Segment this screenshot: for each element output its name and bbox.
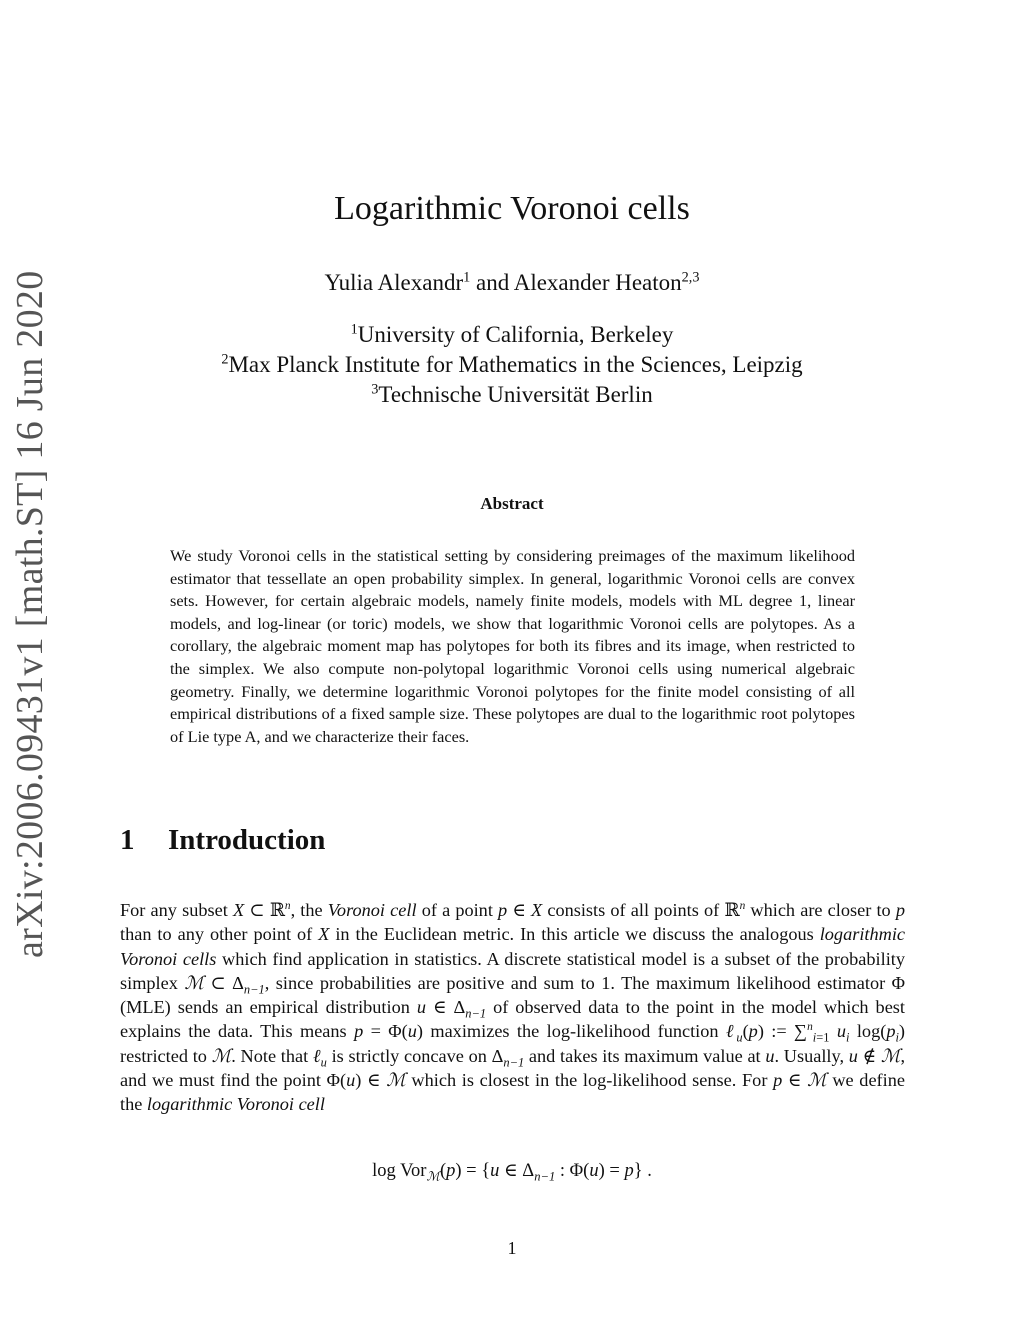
text-run: we define the (120, 1070, 905, 1115)
arxiv-identifier: arXiv:2006.09431v1 [math.ST] 16 Jun 2020 (9, 270, 51, 958)
math-inline: X (232, 900, 245, 920)
affiliation-marker: 1 (350, 321, 358, 338)
display-equation: log Vor$_ℳ$(p) = {u ∈ $\Delta_{n-1}$ : Φ(u) = p} . (372, 1161, 652, 1184)
author-name: Yulia Alexandr (324, 270, 464, 295)
text-run: consists of all points of (542, 900, 725, 920)
affiliation-list (0, 320, 1024, 410)
text-run: maximizes the log-likelihood function (422, 1021, 726, 1042)
paper-title: Logarithmic Voronoi cells (334, 190, 690, 227)
equation-text: log Vor (372, 1161, 427, 1181)
affiliation-name: University of California, Berkeley (357, 322, 674, 347)
text-run: of observed data to the point in the model which best explains the data. This means (120, 997, 906, 1042)
text-run: which are closer to (745, 900, 896, 920)
text-run: in the Euclidean metric. In this article we discuss the analogous (329, 924, 820, 945)
affiliation (0, 350, 1024, 380)
text-run: . Note that (231, 1045, 313, 1066)
text-run: which find application in statistics. A discrete statistical model is a subset of the probability simplex (120, 948, 905, 993)
text-run: , since probabilities are positive and sum to 1. The maximum likelihood estimator Φ (MLE) sends an empirical distribution (120, 972, 905, 1018)
affiliation-marker: 3 (371, 381, 379, 398)
emphasis: logarithmic Voronoi cell (146, 1094, 325, 1115)
section-number: 1 (120, 824, 135, 856)
affiliation-marker: 2 (221, 351, 229, 368)
text-run: restricted to (120, 1045, 212, 1066)
abstract-body: We study Voronoi cells in the statistical setting by considering preimages of the maximum likelihood estimator that tessellate an open probability simplex. In general, logarithmic Voronoi cells are convex sets. However, for certain algebraic models, namely finite models, models with ML degree 1, linear models, and log-linear (or toric) models, we show that logarithmic Voronoi cells are polytopes. As a corollary, the algebraic moment map has polytopes for both its fibres and its image, when restricted to the simplex. We also compute non-polytopal logarithmic Voronoi cells using numerical algebraic geometry. Finally, we determine logarithmic Voronoi polytopes for the finite model consisting of all empirical distributions of a fixed sample size. These polytopes are dual to the logarithmic root polytopes of Lie type A, and we characterize their faces. (170, 546, 855, 746)
affiliation (0, 320, 1024, 350)
page-number: 1 (507, 1238, 517, 1258)
affiliation-name: Max Planck Institute for Mathematics in the Sciences, Leipzig (228, 352, 803, 377)
text-run: , the (290, 900, 328, 920)
text-run: For any subset (120, 900, 233, 920)
abstract-heading: Abstract (480, 494, 544, 513)
affiliation-marker: 2,3 (681, 269, 700, 286)
affiliation-name: Technische Universität Berlin (378, 382, 653, 407)
text-run: which is closest in the log-likelihood sense. For (405, 1070, 774, 1091)
text-run: than to any other point of (120, 924, 319, 945)
emphasis: logarithmic Voronoi cells (120, 924, 906, 969)
section-title: Introduction (168, 824, 326, 856)
text-run: of a point (416, 900, 499, 920)
author-conjunction: and (470, 270, 514, 295)
text-run: is strictly concave on (326, 1045, 492, 1066)
affiliation-marker: 1 (463, 269, 471, 286)
affiliation (0, 380, 1024, 410)
text-run: , and we must find the point (120, 1045, 906, 1091)
math-inline: p (498, 900, 508, 920)
author-name: Alexander Heaton (513, 270, 682, 295)
section-heading (120, 824, 325, 857)
text-run: . Usually, (774, 1045, 849, 1066)
emphasis: Voronoi cell (327, 900, 417, 920)
introduction-paragraph: For any subset X ⊂ ℝ$^n$, the Voronoi cell of a point p ∈ X consists of all points of ℝ$^n$ which are closer to p than to any other point of X in the Euclidean metric. In this article we discuss the analogous logarithmic Voronoi cells which find application in statistics. A discrete statistical model is a subset of the probability simplex ℳ ⊂ $\Delta_{n-1}$, since probabilities are positive and sum to 1. The maximum likelihood estimator Φ (MLE) sends an empirical distribution u ∈ $\Delta_{n-1}$ of observed data to the point in the model which best explains the data. This means p = Φ(u) maximizes the log-likelihood function ℓ$_u$(p) := ∑$^n_{i=1}$ $u_i$ $\log(p_i)$ restricted to ℳ. Note that ℓ$_u$ is strictly concave on $\Delta_{n-1}$ and takes its maximum value at u. Usually, u ∉ ℳ, and we must find the point Φ(u) ∈ ℳ which is closest in the log-likelihood sense. For p ∈ ℳ we define the logarithmic Voronoi cell (120, 899, 906, 1115)
text-run: and takes its maximum value at (524, 1045, 766, 1066)
author-line (0, 270, 1024, 296)
